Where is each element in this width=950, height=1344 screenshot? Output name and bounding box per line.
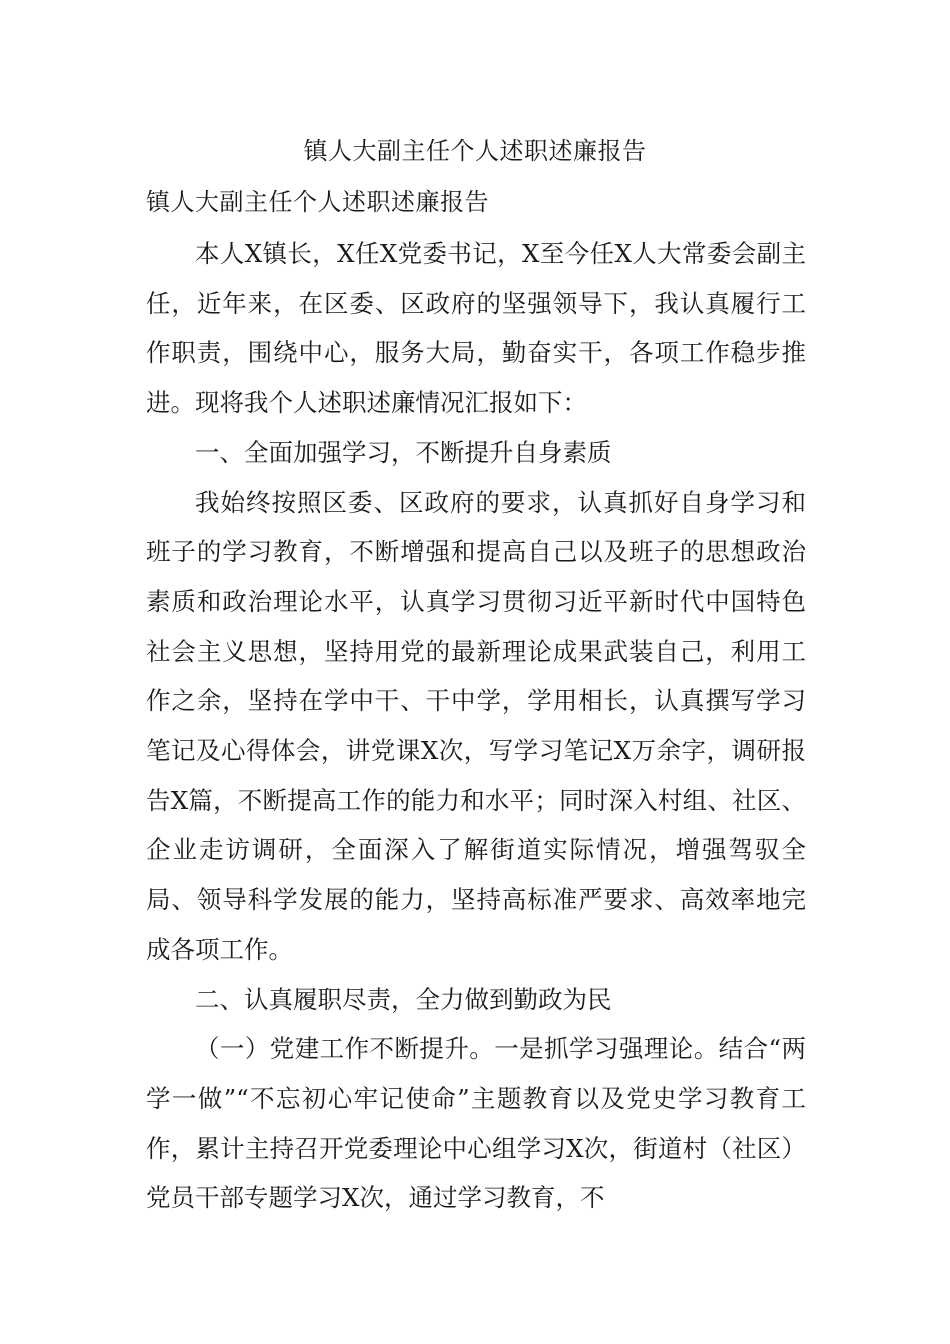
section-heading-1: 一、全面加强学习，不断提升自身素质 — [195, 437, 612, 467]
paragraph-party-building: （一）党建工作不断提升。一是抓学习强理论。结合“两学一做”“不忘初心牢记使命”主题教育以及党史学习教育工作，累计主持召开党委理论中心组学习X次，街道村（社区）党员干部专题学习X次，通过学习教育，不 — [146, 1034, 806, 1213]
section-heading-2: 二、认真履职尽责，全力做到勤政为民 — [195, 984, 612, 1014]
paragraph-study: 我始终按照区委、区政府的要求，认真抓好自身学习和班子的学习教育，不断增强和提高自己以及班子的思想政治素质和政治理论水平，认真学习贯彻习近平新时代中国特色社会主义思想，坚持用党的最新理论成果武装自己，利用工作之余，坚持在学中干、干中学，学用相长，认真撰写学习笔记及心得体会，讲党课X次，写学习笔记X万余字，调研报告X篇，不断提高工作的能力和水平；同时深入村组、社区、企业走访调研，全面深入了解街道实际情况，增强驾驭全局、领导科学发展的能力，坚持高标准严要求、高效率地完成各项工作。 — [146, 487, 806, 964]
document-body — [146, 229, 806, 1223]
document-title: 镇人大副主任个人述职述廉报告 — [303, 137, 647, 165]
paragraph-intro: 本人X镇长，X任X党委书记，X至今任X人大常委会副主任，近年来，在区委、区政府的坚强领导下，我认真履行工作职责，围绕中心，服务大局，勤奋实干，各项工作稳步推进。现将我个人述职述廉情况汇报如下： — [146, 239, 806, 418]
document-subtitle: 镇人大副主任个人述职述廉报告 — [146, 188, 489, 216]
